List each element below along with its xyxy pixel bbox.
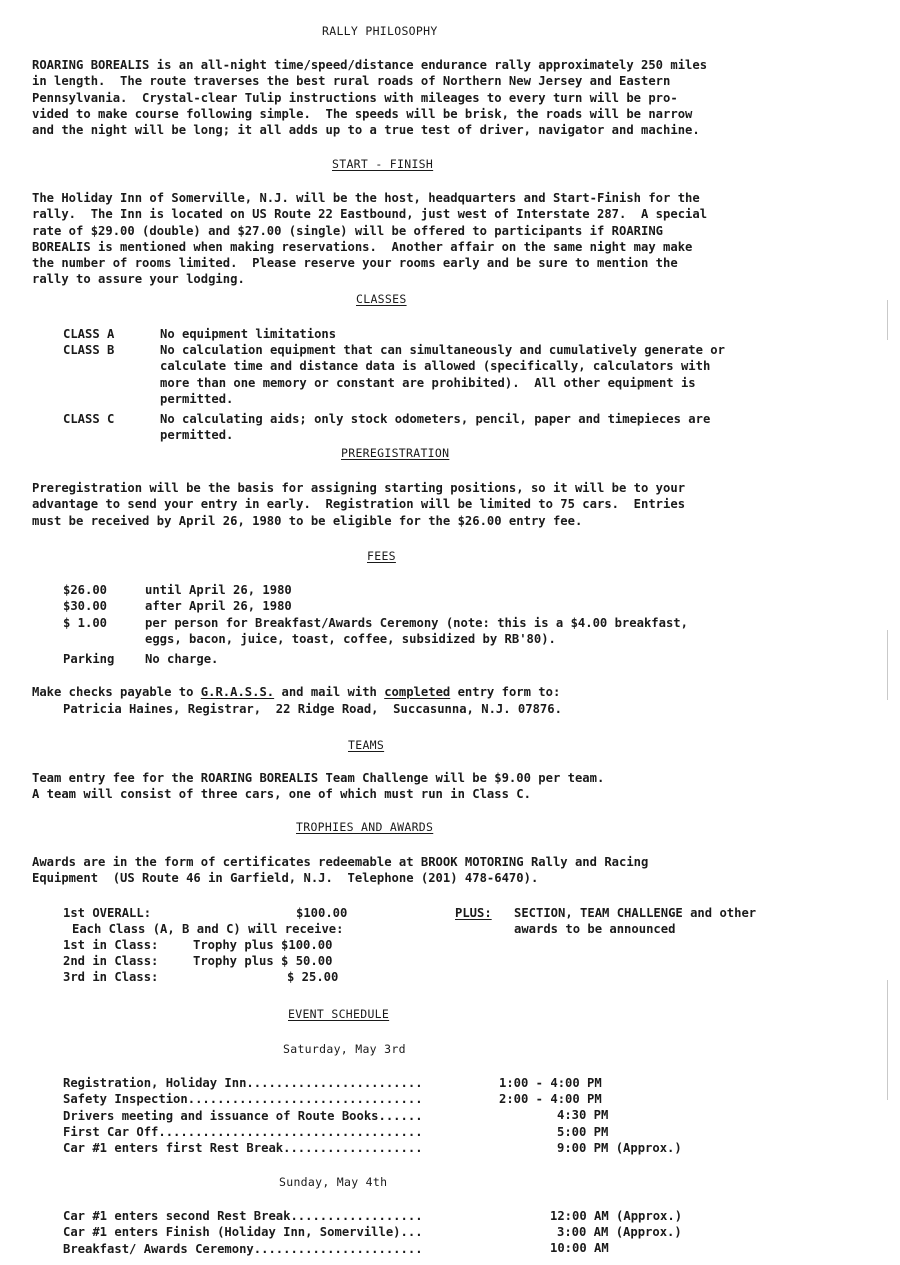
section-heading-teams: TEAMS — [348, 738, 385, 752]
checks-instruction — [32, 684, 560, 700]
text-fragment: Make checks payable to — [32, 685, 201, 699]
scan-edge-mark — [887, 630, 888, 700]
plus-awards-text — [514, 905, 756, 938]
text-line: Awards are in the form of certificates redeemable at BROOK MOTORING Rally and Racing — [32, 855, 649, 869]
fee-description — [145, 615, 688, 648]
schedule-event: Breakfast/ Awards Ceremony....................... — [63, 1241, 423, 1256]
text-line: Pennsylvania. Crystal-clear Tulip instructions with mileages to every turn will be pro- — [32, 90, 678, 105]
class-b-label: CLASS B — [63, 343, 115, 357]
text-line: rally to assure your lodging. — [32, 272, 245, 287]
saturday-schedule-events — [63, 1075, 423, 1156]
trophies-paragraph — [32, 854, 648, 887]
text-line: ROARING BOREALIS is an all-night time/speed/distance endurance rally approximately 250 miles — [32, 58, 708, 72]
text-line: permitted. — [160, 428, 234, 443]
class-place-prize: $ 25.00 — [287, 970, 339, 984]
class-c-label: CLASS C — [63, 412, 115, 426]
text-line: in length. The route traverses the best rural roads of Northern New Jersey and Eastern — [32, 74, 671, 89]
emphasis-word: completed — [384, 685, 451, 699]
preregistration-paragraph — [32, 480, 685, 529]
schedule-time: 9:00 PM (Approx.) — [557, 1141, 682, 1155]
each-class-note: Each Class (A, B and C) will receive: — [72, 922, 344, 936]
text-line: vided to make course following simple. The speeds will be brisk, the roads will be narrow — [32, 106, 693, 121]
schedule-time: 12:00 AM (Approx.) — [550, 1209, 683, 1223]
text-line: The Holiday Inn of Somerville, N.J. will be the host, headquarters and Start-Finish for the — [32, 191, 700, 205]
text-line: and the night will be long; it all adds up to a true test of driver, navigator and machine. — [32, 123, 700, 138]
section-heading-rally-philosophy: RALLY PHILOSOPHY — [322, 24, 438, 38]
fee-amount: $ 1.00 — [63, 616, 108, 630]
class-place-label: 1st in Class: — [63, 938, 159, 952]
start-finish-paragraph — [32, 190, 707, 288]
overall-award-label: 1st OVERALL: — [63, 906, 152, 920]
schedule-event: First Car Off.................................... — [63, 1124, 423, 1139]
schedule-time: 10:00 AM — [550, 1241, 609, 1255]
text-line: rally. The Inn is located on US Route 22 Eastbound, just west of Interstate 287. A special — [32, 207, 708, 222]
text-line: must be received by April 26, 1980 to be eligible for the $26.00 entry fee. — [32, 513, 583, 528]
section-heading-trophies: TROPHIES AND AWARDS — [296, 820, 434, 834]
class-place-prize: Trophy plus $ 50.00 — [193, 954, 333, 968]
saturday-heading: Saturday, May 3rd — [283, 1042, 406, 1056]
plus-label: PLUS: — [455, 906, 492, 920]
schedule-event: Drivers meeting and issuance of Route Books...... — [63, 1108, 423, 1123]
text-line: permitted. — [160, 391, 234, 406]
teams-paragraph — [32, 770, 604, 803]
text-line: more than one memory or constant are prohibited). All other equipment is — [160, 375, 696, 390]
class-b-description — [160, 342, 725, 407]
registrar-address: Patricia Haines, Registrar, 22 Ridge Road, Succasunna, N.J. 07876. — [63, 702, 562, 716]
sunday-heading: Sunday, May 4th — [279, 1175, 388, 1189]
section-heading-start-finish: START - FINISH — [332, 157, 434, 171]
text-line: SECTION, TEAM CHALLENGE and other — [514, 906, 757, 920]
text-line: until April 26, 1980 — [145, 583, 292, 597]
schedule-time: 2:00 - 4:00 PM — [499, 1092, 602, 1106]
fee-description — [145, 582, 292, 598]
schedule-event: Registration, Holiday Inn........................ — [63, 1076, 423, 1090]
rally-philosophy-paragraph — [32, 57, 707, 138]
text-line: Preregistration will be the basis for assigning starting positions, so it will be to your — [32, 481, 686, 495]
class-a-label: CLASS A — [63, 327, 115, 341]
schedule-time: 1:00 - 4:00 PM — [499, 1076, 602, 1090]
text-line: eggs, bacon, juice, toast, coffee, subsidized by RB'80). — [145, 632, 556, 647]
schedule-event: Car #1 enters first Rest Break................... — [63, 1141, 423, 1156]
text-line: awards to be announced — [514, 922, 676, 937]
text-line: Equipment (US Route 46 in Garfield, N.J. Telephone (201) 478-6470). — [32, 871, 539, 886]
text-line: No calculating aids; only stock odometers, pencil, paper and timepieces are — [160, 412, 711, 426]
sunday-schedule-events — [63, 1208, 423, 1257]
text-fragment: entry form to: — [450, 685, 561, 699]
text-line: No charge. — [145, 652, 219, 666]
schedule-event: Car #1 enters Finish (Holiday Inn, Somerville)... — [63, 1225, 423, 1240]
schedule-time: 4:30 PM — [557, 1108, 609, 1122]
text-line: A team will consist of three cars, one of which must run in Class C. — [32, 787, 531, 802]
text-line: after April 26, 1980 — [145, 599, 292, 613]
class-c-description — [160, 411, 710, 444]
text-line: No calculation equipment that can simultaneously and cumulatively generate or — [160, 343, 725, 357]
fee-amount: $26.00 — [63, 583, 108, 597]
overall-award-value: $100.00 — [296, 906, 348, 920]
section-heading-classes: CLASSES — [356, 292, 407, 306]
text-line: No equipment limitations — [160, 327, 337, 341]
text-line: the number of rooms limited. Please reserve your rooms early and be sure to mention the — [32, 256, 678, 271]
text-line: advantage to send your entry in early. Registration will be limited to 75 cars. Entries — [32, 497, 686, 512]
schedule-time: 3:00 AM (Approx.) — [557, 1225, 682, 1239]
schedule-event: Car #1 enters second Rest Break.................. — [63, 1209, 423, 1223]
payee-name: G.R.A.S.S. — [200, 685, 275, 699]
class-place-label: 3rd in Class: — [63, 970, 159, 984]
text-line: per person for Breakfast/Awards Ceremony (note: this is a $4.00 breakfast, — [145, 616, 688, 630]
text-line: Team entry fee for the ROARING BOREALIS Team Challenge will be $9.00 per team. — [32, 771, 605, 785]
schedule-event: Safety Inspection................................ — [63, 1092, 423, 1107]
class-place-prize: Trophy plus $100.00 — [193, 938, 333, 952]
class-place-label: 2nd in Class: — [63, 954, 159, 968]
fee-description — [145, 651, 218, 667]
section-heading-fees: FEES — [367, 549, 396, 563]
section-heading-preregistration: PREREGISTRATION — [341, 446, 450, 460]
text-fragment: and mail with — [274, 685, 385, 699]
text-line: calculate time and distance data is allowed (specifically, calculators with — [160, 359, 711, 374]
class-a-description — [160, 326, 336, 342]
section-heading-event-schedule: EVENT SCHEDULE — [288, 1007, 390, 1021]
schedule-time: 5:00 PM — [557, 1125, 609, 1139]
fee-amount: Parking — [63, 652, 115, 666]
scan-edge-mark — [887, 300, 888, 340]
scan-edge-mark — [887, 980, 888, 1100]
text-line: BOREALIS is mentioned when making reservations. Another affair on the same night may make — [32, 239, 693, 254]
fee-amount: $30.00 — [63, 599, 108, 613]
fee-description — [145, 598, 292, 614]
text-line: rate of $29.00 (double) and $27.00 (single) will be offered to participants if ROARING — [32, 223, 664, 238]
